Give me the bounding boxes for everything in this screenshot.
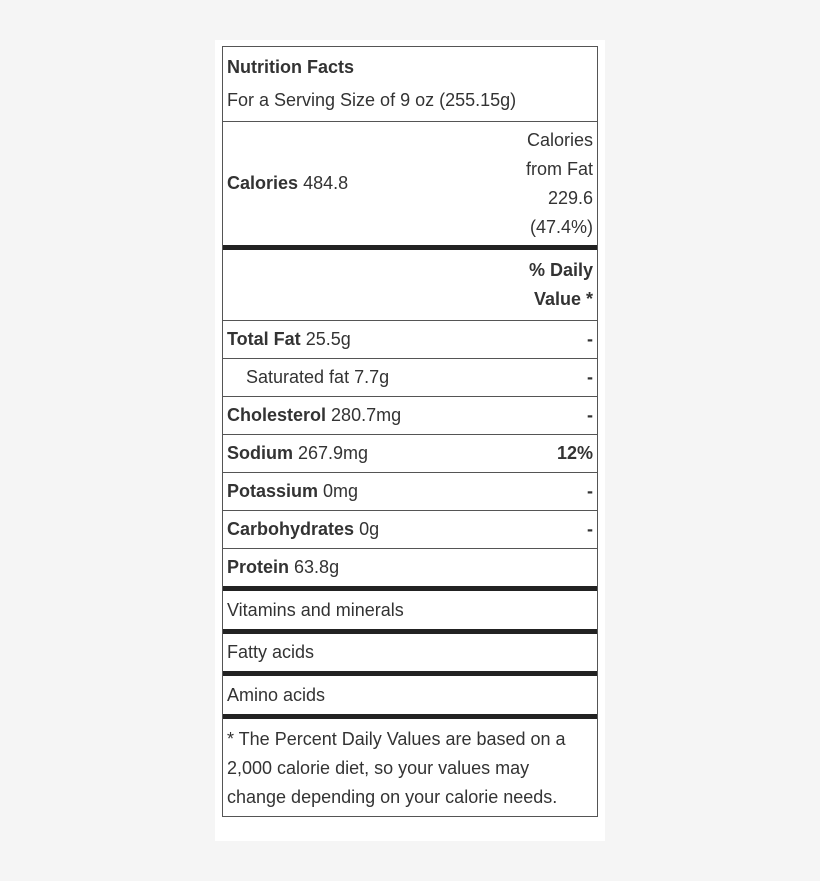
nutrient-cell — [227, 439, 368, 468]
nutrient-row-saturated-fat — [223, 359, 597, 397]
section-label: Amino acids — [227, 684, 326, 705]
calories-cell — [227, 169, 348, 198]
nutrient-dv: - — [587, 329, 593, 349]
nutrient-row-protein — [223, 549, 597, 591]
section-label: Vitamins and minerals — [227, 599, 404, 620]
nutrient-amount: 280.7mg — [331, 405, 402, 425]
daily-value-line2: Value * — [533, 289, 593, 309]
nutrient-dv: - — [587, 519, 593, 539]
calories-row — [223, 122, 597, 250]
calories-label: Calories — [227, 173, 299, 193]
section-label: Fatty acids — [227, 642, 315, 662]
nutrient-amount: 63.8g — [294, 557, 340, 577]
nutrient-dv: 12% — [556, 443, 593, 463]
nutrient-cell — [227, 401, 401, 430]
nutrient-row-total-fat — [223, 321, 597, 359]
nutrient-cell — [227, 515, 379, 544]
nutrient-row-sodium — [223, 435, 597, 473]
nutrient-cell — [227, 325, 351, 354]
nutrient-dv: - — [587, 405, 593, 425]
footnote-row — [223, 719, 597, 816]
daily-value-header — [223, 250, 597, 321]
section-amino-acids — [223, 676, 597, 719]
nutrient-cell — [227, 363, 389, 392]
nutrition-facts-label — [222, 46, 598, 817]
label-title: Nutrition Facts — [227, 57, 355, 77]
nutrient-amount: 7.7g — [354, 367, 390, 387]
footnote: * The Percent Daily Values are based on a 2,000 calorie diet, so your values may change depending on your calorie needs. — [227, 729, 566, 807]
section-vitamins — [223, 591, 597, 634]
nutrient-amount: 0mg — [323, 481, 359, 501]
nutrient-row-cholesterol — [223, 397, 597, 435]
serving-size: For a Serving Size of 9 oz (255.15g) — [227, 90, 517, 110]
nutrient-name: Saturated fat — [246, 367, 350, 387]
nutrient-amount: 25.5g — [305, 329, 351, 349]
from-fat-percent: (47.4%) — [529, 216, 593, 237]
nutrient-row-potassium — [223, 473, 597, 511]
nutrient-cell — [227, 553, 339, 582]
nutrient-name: Sodium — [227, 443, 293, 463]
nutrient-dv: - — [587, 367, 593, 387]
from-fat-line1: Calories — [526, 129, 593, 150]
nutrient-name: Protein — [227, 557, 290, 577]
nutrient-amount: 0g — [359, 519, 380, 539]
nutrient-amount: 267.9mg — [298, 443, 369, 463]
calories-from-fat — [526, 126, 593, 242]
calories-value: 484.8 — [303, 173, 349, 193]
from-fat-value: 229.6 — [547, 187, 593, 208]
from-fat-line2: from Fat — [525, 158, 593, 179]
nutrient-name: Cholesterol — [227, 405, 327, 425]
nutrient-row-carbohydrates — [223, 511, 597, 549]
nutrient-name: Potassium — [227, 481, 319, 501]
nutrient-dv: - — [587, 481, 593, 501]
nutrient-name: Carbohydrates — [227, 519, 355, 539]
section-fatty-acids — [223, 634, 597, 676]
daily-value-line1: % Daily — [528, 260, 593, 280]
nutrient-name: Total Fat — [227, 329, 301, 349]
nutrient-cell — [227, 477, 358, 506]
header-section — [223, 47, 597, 122]
